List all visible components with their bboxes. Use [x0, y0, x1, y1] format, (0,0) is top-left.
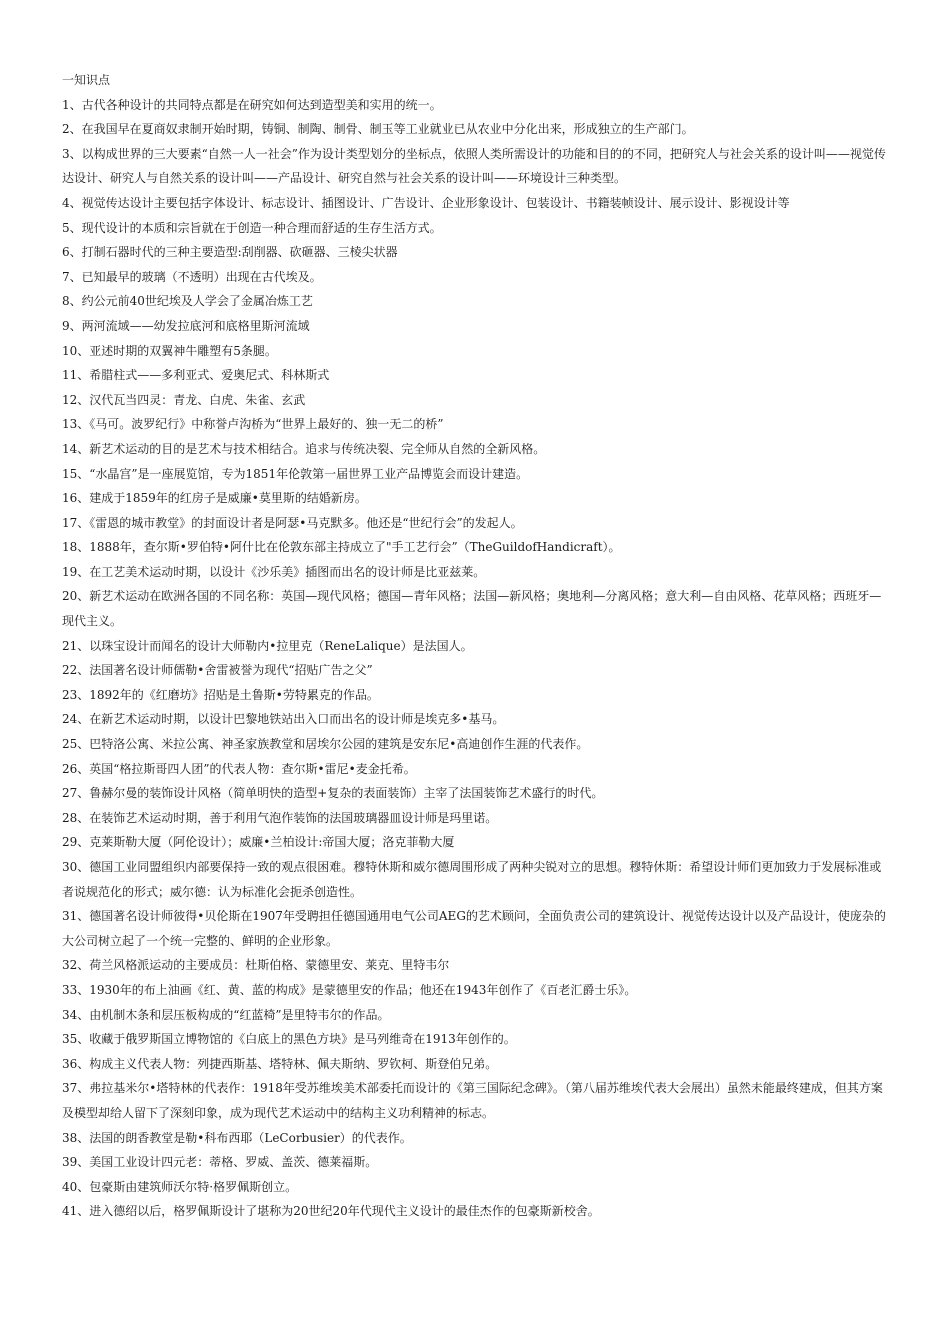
knowledge-point-item: 17、《雷恩的城市教堂》的封面设计者是阿瑟•马克默多。他还是“世纪行会”的发起人。 [62, 515, 523, 530]
knowledge-point-item: 27、鲁赫尔曼的装饰设计风格（简单明快的造型+复杂的表面装饰）主宰了法国装饰艺术盛行的时代。 [62, 786, 604, 801]
knowledge-point-item: 15、“水晶宫”是一座展览馆，专为1851年伦敦第一届世界工业产品博览会而设计建造。 [62, 466, 529, 481]
knowledge-point-item: 25、巴特洛公寓、米拉公寓、神圣家族教堂和居埃尔公园的建筑是安东尼•高迪创作生涯的代表作。 [62, 737, 589, 752]
knowledge-point-item: 16、建成于1859年的红房子是威廉•莫里斯的结婚新房。 [62, 491, 367, 506]
knowledge-point-item: 38、法国的朗香教堂是勒•科布西耶（LeCorbusier）的代表作。 [62, 1130, 412, 1145]
knowledge-point-item: 31、德国著名设计师彼得•贝伦斯在1907年受聘担任德国通用电气公司AEG的艺术顾问，全面负责公司的建筑设计、视觉传达设计以及产品设计，使庞杂的大公司树立起了一个统一完整的、鲜明的企业形象。 [62, 909, 886, 948]
knowledge-point-item: 18、1888年，查尔斯•罗伯特•阿什比在伦敦东部主持成立了"手工艺行会”（TheGuildofHandicraft）。 [62, 540, 621, 555]
knowledge-point-item: 21、以珠宝设计而闻名的设计大师勒内•拉里克（ReneLalique）是法国人。 [62, 638, 473, 653]
knowledge-point-item: 26、英国“格拉斯哥四人团”的代表人物：查尔斯•雷尼•麦金托希。 [62, 761, 416, 776]
knowledge-point-item: 33、1930年的布上油画《红、黄、蓝的构成》是蒙德里安的作品；他还在1943年创作了《百老汇爵士乐》。 [62, 982, 637, 997]
knowledge-point-list [62, 93, 892, 1224]
section-heading: 一知识点 [62, 73, 111, 87]
knowledge-point-item: 34、由机制木条和层压板构成的“红蓝椅”是里特韦尔的作品。 [62, 1007, 390, 1022]
knowledge-point-item: 13、《马可。波罗纪行》中称誉卢沟桥为“世界上最好的、独一无二的桥” [62, 417, 444, 432]
knowledge-point-item: 28、在装饰艺术运动时期，善于利用气泡作装饰的法国玻璃器皿设计师是玛里诺。 [62, 810, 498, 825]
knowledge-point-item: 36、构成主义代表人物：列捷西斯基、塔特林、佩夫斯纳、罗钦柯、斯登伯兄弟。 [62, 1056, 498, 1071]
knowledge-point-item: 5、现代设计的本质和宗旨就在于创造一种合理而舒适的生存生活方式。 [62, 220, 442, 235]
knowledge-point-item: 35、收藏于俄罗斯国立博物馆的《白底上的黑色方块》是马列维奇在1913年创作的。 [62, 1032, 516, 1047]
knowledge-point-item: 14、新艺术运动的目的是艺术与技术相结合。追求与传统决裂、完全师从自然的全新风格。 [62, 441, 546, 456]
knowledge-point-item: 23、1892年的《红磨坊》招贴是土鲁斯•劳特累克的作品。 [62, 687, 379, 702]
knowledge-point-item: 9、两河流域——幼发拉底河和底格里斯河流域 [62, 318, 310, 333]
knowledge-point-item: 4、视觉传达设计主要包括字体设计、标志设计、插图设计、广告设计、企业形象设计、包装设计、书籍装帧设计、展示设计、影视设计等 [62, 195, 790, 210]
knowledge-point-item: 2、在我国早在夏商奴隶制开始时期，铸铜、制陶、制骨、制玉等工业就业已从农业中分化出来，形成独立的生产部门。 [62, 122, 694, 137]
knowledge-point-item: 30、德国工业同盟组织内部要保持一致的观点很困难。穆特休斯和威尔德周围形成了两种尖锐对立的思想。穆特休斯：希望设计师们更加致力于发展标准或者说规范化的形式；威尔德：认为标准化会扼杀创造性。 [62, 860, 882, 899]
knowledge-point-item: 3、以构成世界的三大要素“自然一人一社会”作为设计类型划分的坐标点，依照人类所需设计的功能和目的的不同，把研究人与社会关系的设计叫——视觉传达设计、研究人与自然关系的设计叫——产品设计、研究自然与社会关系的设计叫——环境设计三种类型。 [62, 146, 886, 186]
knowledge-point-item: 39、美国工业设计四元老：蒂格、罗威、盖茨、德莱福斯。 [62, 1155, 378, 1170]
knowledge-point-item: 20、新艺术运动在欧洲各国的不同名称：英国—现代风格；德国—青年风格；法国—新风格；奥地利—分离风格；意大利—自由风格、花草风格；西班牙—现代主义。 [62, 589, 882, 629]
document-body [62, 68, 892, 1224]
knowledge-point-item: 1、古代各种设计的共同特点都是在研究如何达到造型美和实用的统一。 [62, 97, 442, 112]
knowledge-point-item: 19、在工艺美术运动时期，以设计《沙乐美》插图而出名的设计师是比亚兹莱。 [62, 564, 486, 579]
knowledge-point-item: 37、弗拉基米尔•塔特林的代表作：1918年受苏维埃美术部委托而设计的《第三国际纪念碑》。（第八届苏维埃代表大会展出）虽然未能最终建成，但其方案及模型却给人留下了深刻印象，成为现代艺术运动中的结构主义功利精神的标志。 [62, 1081, 883, 1120]
knowledge-point-item: 10、亚述时期的双翼神牛雕塑有5条腿。 [62, 343, 277, 358]
knowledge-point-item: 11、希腊柱式——多利亚式、爱奥尼式、科林斯式 [62, 368, 330, 383]
knowledge-point-item: 7、已知最早的玻璃（不透明）出现在古代埃及。 [62, 269, 322, 284]
knowledge-point-item: 40、包豪斯由建筑师沃尔特·格罗佩斯创立。 [62, 1179, 298, 1194]
knowledge-point-item: 41、进入德绍以后，格罗佩斯设计了堪称为20世纪20年代现代主义设计的最佳杰作的包豪斯新校舍。 [62, 1204, 600, 1219]
knowledge-point-item: 29、克莱斯勒大厦（阿伦设计）；威廉•兰柏设计:帝国大厦；洛克菲勒大厦 [62, 835, 455, 850]
knowledge-point-item: 32、荷兰风格派运动的主要成员：杜斯伯格、蒙德里安、莱克、里特韦尔 [62, 958, 450, 973]
knowledge-point-item: 24、在新艺术运动时期，以设计巴黎地铁站出入口而出名的设计师是埃克多•基马。 [62, 712, 505, 727]
knowledge-point-item: 6、打制石器时代的三种主要造型:刮削器、砍砸器、三棱尖状器 [62, 245, 398, 260]
knowledge-point-item: 8、约公元前40世纪埃及人学会了金属冶炼工艺 [62, 294, 313, 309]
knowledge-point-item: 22、法国著名设计师儒勒•舍雷被誉为现代“招贴广告之父” [62, 663, 373, 678]
knowledge-point-item: 12、汉代瓦当四灵：青龙、白虎、朱雀、玄武 [62, 392, 306, 407]
